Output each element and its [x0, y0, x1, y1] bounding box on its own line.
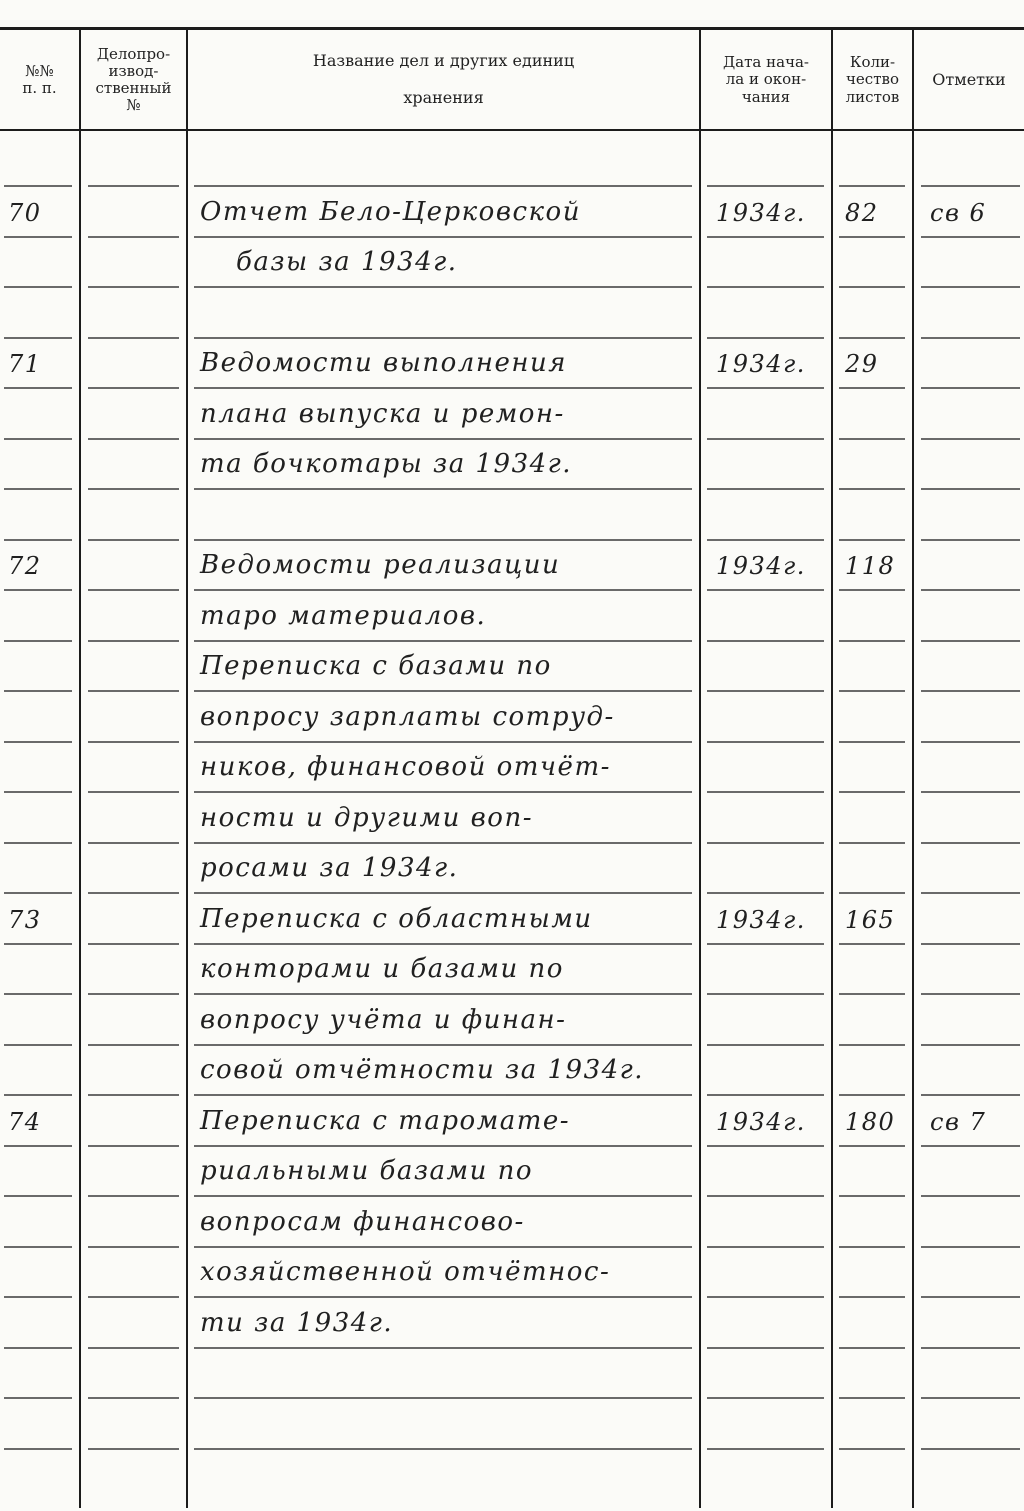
record-date: 1934г.	[716, 552, 806, 580]
header-date: Дата нача- ла и окон- чания	[722, 53, 809, 106]
row-number: 71	[8, 350, 42, 378]
header-num: №№ п. п.	[22, 61, 57, 97]
record-title-line: Ведомости выполнения	[200, 348, 567, 378]
record-title-line: вопросу учёта и финан-	[200, 1005, 567, 1035]
row-number: 73	[8, 906, 42, 934]
record-date: 1934г.	[716, 350, 806, 378]
record-title-line: вопросам финансово-	[200, 1207, 525, 1237]
record-sheets: 180	[845, 1108, 896, 1136]
record-title-line: Переписка с базами по	[200, 651, 552, 681]
record-sheets: 29	[845, 350, 879, 378]
record-title-line: Переписка с тароматe-	[200, 1106, 571, 1136]
record-title-line: росами за 1934г.	[200, 853, 459, 883]
record-title-line: Ведомости реализации	[200, 550, 561, 580]
record-notes: св 7	[930, 1108, 987, 1136]
header-sheets: Коли- чество листов	[845, 53, 900, 106]
record-sheets: 118	[845, 552, 896, 580]
record-title-line: Переписка с областными	[200, 904, 593, 934]
record-title-line: Отчет Бело-Церковской	[200, 197, 581, 227]
record-title-line: совой отчётности за 1934г.	[200, 1055, 645, 1085]
header-notes: Отметки	[932, 69, 1006, 89]
record-date: 1934г.	[716, 906, 806, 934]
record-title-line: таро материалов.	[200, 601, 487, 631]
record-sheets: 82	[845, 199, 879, 227]
row-number: 70	[8, 199, 42, 227]
header-title: Название дел и других единиц хранения	[312, 51, 575, 107]
record-title-line: базы за 1934г.	[236, 247, 458, 277]
record-date: 1934г.	[716, 199, 806, 227]
record-title-line: хозяйственной отчётнос-	[200, 1257, 611, 1287]
record-title-line: вопросу зарплаты сотруд-	[200, 702, 615, 732]
row-number: 74	[8, 1108, 42, 1136]
record-title-line: плана выпуска и ремон-	[200, 399, 565, 429]
header-office-num: Делопро- извод- ственный №	[95, 44, 172, 115]
record-title-line: риальными базами по	[200, 1156, 533, 1186]
record-title-line: ти за 1934г.	[200, 1308, 394, 1338]
record-title-line: ности и другими воп-	[200, 803, 533, 833]
record-sheets: 165	[845, 906, 896, 934]
record-title-line: конторами и базами по	[200, 954, 564, 984]
record-title-line: та бочкотары за 1934г.	[200, 449, 573, 479]
record-date: 1934г.	[716, 1108, 806, 1136]
record-notes: св 6	[930, 199, 987, 227]
record-title-line: ников, финансовой отчёт-	[200, 752, 611, 782]
row-number: 72	[8, 552, 42, 580]
